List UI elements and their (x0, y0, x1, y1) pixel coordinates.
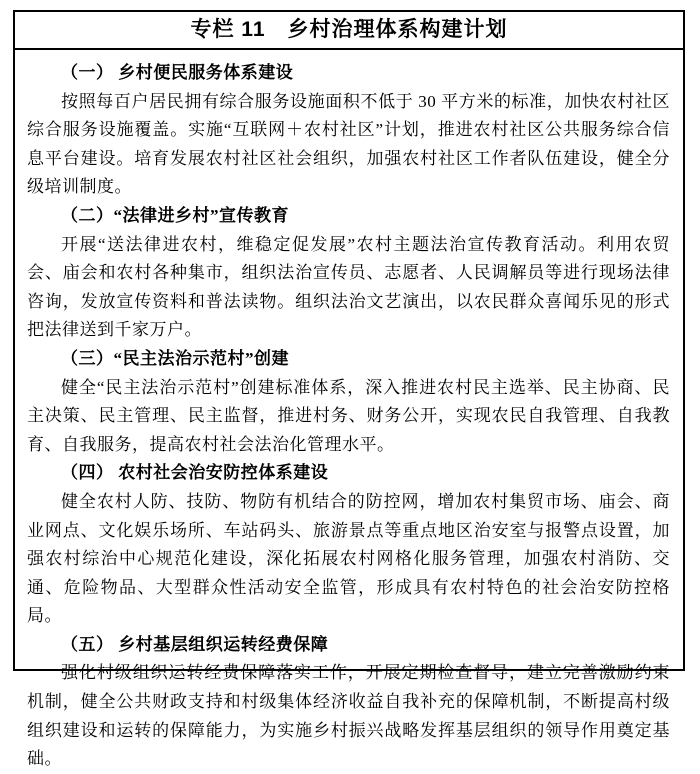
section-heading-3: （三）“民主法治示范村”创建 (61, 348, 289, 368)
section-heading-2: （二）“法律进乡村”宣传教育 (61, 205, 289, 225)
section-body-1: 按照每百户居民拥有综合服务设施面积不低于 30 平方米的标准，加快农村社区综合服务设施覆盖。实施“互联网＋农村社区”计划，推进农村社区公共服务综合信息平台建设。培育发展农村社区社会组织，加强农村社区工作者队伍建设，健全分级培训制度。 (27, 91, 670, 197)
column-body (15, 50, 683, 774)
section-body-5: 强化村级组织运转经费保障落实工作，开展定期检查督导，建立完善激励约束机制，健全公共财政支持和村级集体经济收益自我补充的保障机制，不断提高村级组织建设和运转的保障能力，为实施乡村振兴战略发挥基层组织的领导作用奠定基础。 (27, 663, 670, 769)
section-body-4: 健全农村人防、技防、物防有机结合的防控网，增加农村集贸市场、庙会、商业网点、文化娱乐场所、车站码头、旅游景点等重点地区治安室与报警点设置，加强农村综治中心规范化建设，深化拓展农村网格化服务管理，加强农村消防、交通、危险物品、大型群众性活动安全监管，形成具有农村特色的社会治安防控格局。 (27, 491, 670, 626)
section-body-3: 健全“民主法治示范村”创建标准体系，深入推进农村民主选举、民主协商、民主决策、民主管理、民主监督，推进村务、财务公开，实现农民自我管理、自我教育、自我服务，提高农村社会法治化管理水平。 (27, 377, 670, 454)
section-heading-4: （四） 农村社会治安防控体系建设 (61, 463, 329, 483)
section-heading-1: （一） 乡村便民服务体系建设 (61, 63, 294, 82)
column-title: 专栏 11 乡村治理体系构建计划 (15, 12, 683, 50)
section-body-2: 开展“送法律进农村，维稳定促发展”农村主题法治宣传教育活动。利用农贸会、庙会和农村各种集市，组织法治宣传员、志愿者、人民调解员等进行现场法律咨询，发放宣传资料和普法读物。组织法治文艺演出，以农民群众喜闻乐见的形式把法律送到千家万户。 (27, 234, 670, 340)
column-box (13, 10, 685, 769)
section-heading-5: （五） 乡村基层组织运转经费保障 (61, 634, 329, 654)
